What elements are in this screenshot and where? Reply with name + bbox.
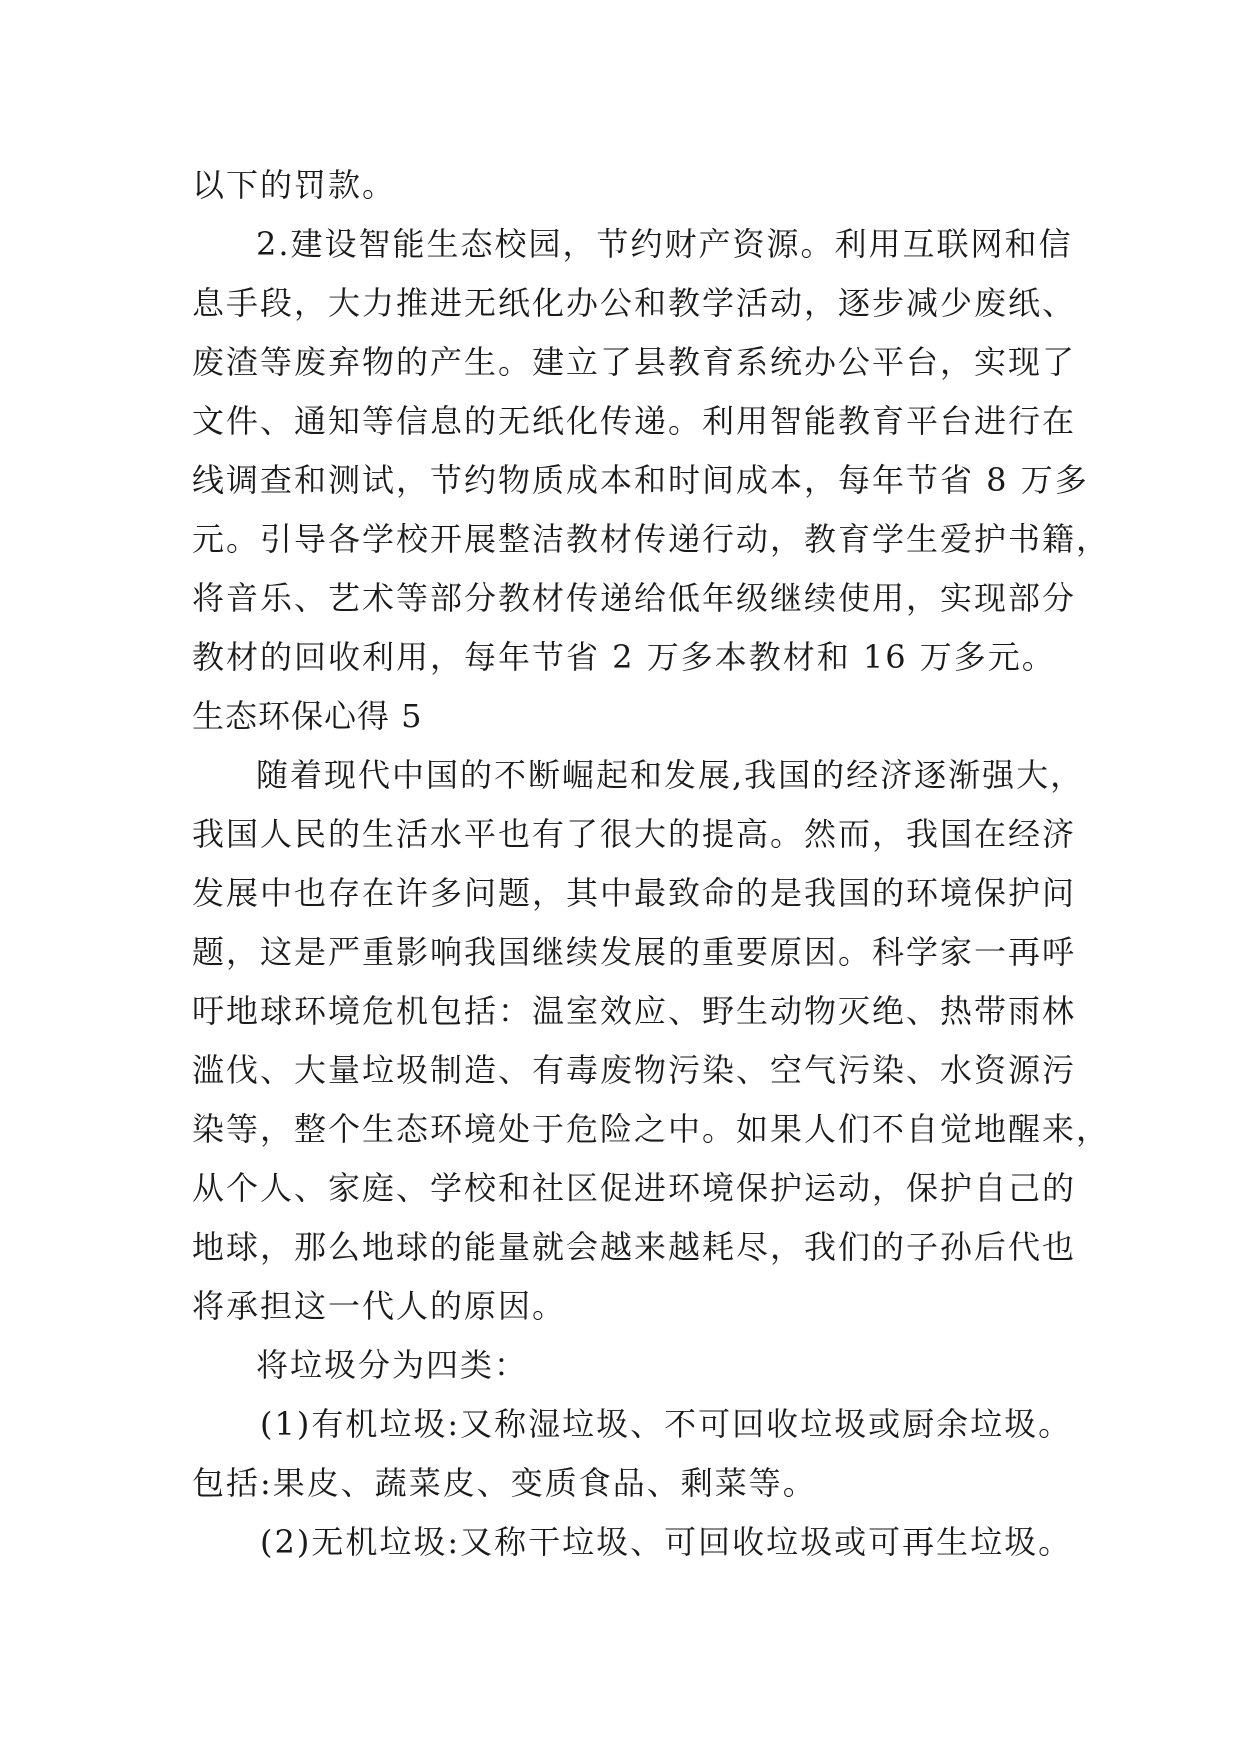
text-line: 线调查和测试，节约物质成本和时间成本，每年节省 8 万多 bbox=[192, 461, 1089, 499]
text-line: 地球，那么地球的能量就会越来越耗尽，我们的子孙后代也 bbox=[192, 1228, 1077, 1266]
paragraph-start-line: 将垃圾分为四类： bbox=[256, 1346, 529, 1384]
text-line: 教材的回收利用，每年节省 2 万多本教材和 16 万多元。 bbox=[192, 638, 1056, 676]
text-line: 元。引导各学校开展整洁教材传递行动，教育学生爱护书籍， bbox=[192, 520, 1111, 558]
text-line: 题，这是严重影响我国继续发展的重要原因。科学家一再呼 bbox=[192, 933, 1077, 971]
text-line: 以下的罚款。 bbox=[192, 166, 397, 204]
text-line: 将音乐、艺术等部分教材传递给低年级继续使用，实现部分 bbox=[192, 579, 1077, 617]
text-line: 包括:果皮、蔬菜皮、变质食品、剩菜等。 bbox=[192, 1464, 817, 1502]
paragraph-start-line: 2.建设智能生态校园，节约财产资源。利用互联网和信 bbox=[256, 225, 1073, 263]
list-item-line: (2)无机垃圾:又称干垃圾、可回收垃圾或可再生垃圾。 bbox=[260, 1523, 1073, 1561]
text-line: 将承担这一代人的原因。 bbox=[192, 1287, 567, 1325]
text-line: 滥伐、大量垃圾制造、有毒废物污染、空气污染、水资源污 bbox=[192, 1051, 1077, 1089]
text-line: 发展中也存在许多问题，其中最致命的是我国的环境保护问 bbox=[192, 874, 1077, 912]
text-line: 息手段，大力推进无纸化办公和教学活动，逐步减少废纸、 bbox=[192, 284, 1077, 322]
text-line: 废渣等废弃物的产生。建立了县教育系统办公平台，实现了 bbox=[192, 343, 1077, 381]
text-line: 染等，整个生态环境处于危险之中。如果人们不自觉地醒来， bbox=[192, 1110, 1111, 1148]
text-line: 文件、通知等信息的无纸化传递。利用智能教育平台进行在 bbox=[192, 402, 1077, 440]
section-heading: 生态环保心得 5 bbox=[192, 697, 423, 735]
text-line: 我国人民的生活水平也有了很大的提高。然而，我国在经济 bbox=[192, 815, 1077, 853]
paragraph-start-line: 随着现代中国的不断崛起和发展,我国的经济逐渐强大， bbox=[256, 756, 1085, 794]
text-line: 吁地球环境危机包括：温室效应、野生动物灭绝、热带雨林 bbox=[192, 992, 1077, 1030]
text-line: 从个人、家庭、学校和社区促进环境保护运动，保护自己的 bbox=[192, 1169, 1077, 1207]
document-body bbox=[192, 156, 1111, 1572]
list-item-line: (1)有机垃圾:又称湿垃圾、不可回收垃圾或厨余垃圾。 bbox=[260, 1405, 1073, 1443]
